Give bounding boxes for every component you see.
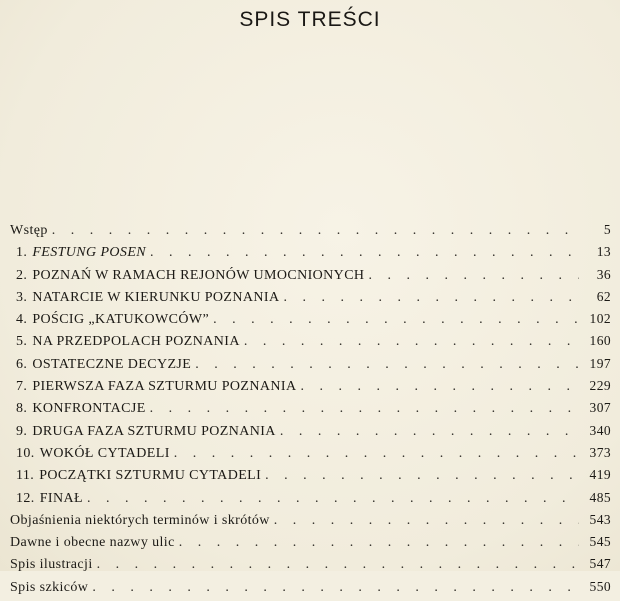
toc-entry-page-number: 307	[589, 400, 611, 416]
dot-leader	[87, 491, 579, 507]
dot-leader	[283, 290, 579, 306]
toc-entry-page-number: 160	[589, 333, 611, 349]
dot-leader	[195, 357, 579, 373]
toc-entry-number: 4.	[16, 312, 28, 328]
toc-entry-number: 7.	[16, 379, 28, 395]
toc-entry-number: 2.	[16, 267, 28, 283]
dot-leader	[92, 580, 579, 596]
dot-leader	[280, 424, 579, 440]
toc-entry	[10, 222, 611, 244]
toc-entry-page-number: 102	[589, 311, 611, 327]
toc-entry	[10, 244, 611, 266]
toc-entry	[10, 490, 611, 512]
toc-entry-page-number: 550	[589, 578, 611, 594]
dot-leader	[150, 401, 579, 417]
toc-entry-title: Dawne i obecne nazwy ulic	[10, 535, 175, 551]
toc-entry	[10, 445, 611, 467]
toc-entry-title: PIERWSZA FAZA SZTURMU POZNANIA	[32, 379, 297, 395]
toc-entry	[10, 512, 611, 534]
toc-entry-title: POCZĄTKI SZTURMU CYTADELI	[39, 468, 262, 484]
toc-entry-page-number: 547	[589, 556, 611, 572]
toc-entry-page-number: 373	[589, 444, 611, 460]
dot-leader	[150, 245, 579, 261]
toc-entry-title: Spis szkiców	[10, 579, 89, 595]
toc-entry-title: Wstęp	[10, 223, 48, 238]
toc-entry-page-number: 13	[596, 244, 611, 260]
dot-leader	[179, 535, 579, 551]
toc-entry-page-number: 340	[589, 422, 611, 438]
toc-entry-page-number: 543	[589, 511, 611, 527]
toc-entry-title: POZNAŃ W RAMACH REJONÓW UMOCNIONYCH	[32, 267, 365, 283]
toc-entry-page-number: 545	[589, 534, 611, 550]
dot-leader	[300, 379, 579, 395]
table-of-contents	[10, 222, 611, 601]
toc-entry-title: NA PRZEDPOLACH POZNANIA	[32, 334, 240, 350]
dot-leader	[174, 446, 579, 462]
toc-entry-title: FINAŁ	[39, 490, 83, 506]
toc-entry-page-number: 62	[596, 288, 611, 304]
toc-entry-page-number: 229	[589, 378, 611, 394]
dot-leader	[213, 312, 579, 328]
toc-entry-number: 8.	[16, 401, 28, 417]
toc-entry-title: FESTUNG POSEN	[32, 245, 147, 261]
toc-entry-number: 11.	[16, 468, 35, 484]
dot-leader	[265, 468, 579, 484]
toc-entry-number: 3.	[16, 289, 28, 305]
toc-entry-number: 5.	[16, 334, 28, 350]
dot-leader	[274, 513, 579, 529]
toc-entry	[10, 579, 611, 601]
toc-entry-title: KONFRONTACJE	[32, 401, 146, 417]
toc-entry-title: Spis ilustracji	[10, 557, 93, 573]
toc-entry-page-number: 5	[603, 222, 611, 237]
toc-entry	[10, 311, 611, 333]
toc-entry-title: POŚCIG „KATUKOWCÓW”	[32, 312, 210, 328]
toc-entry	[10, 378, 611, 400]
toc-entry-page-number: 36	[596, 266, 611, 282]
toc-entry-number: 6.	[16, 356, 28, 372]
toc-entry	[10, 467, 611, 489]
toc-entry	[10, 400, 611, 422]
toc-entry-title: DRUGA FAZA SZTURMU POZNANIA	[32, 423, 276, 439]
toc-entry	[10, 333, 611, 355]
toc-entry-number: 1.	[16, 245, 28, 261]
toc-entry-page-number: 197	[589, 355, 611, 371]
toc-entry-title: NATARCIE W KIERUNKU POZNANIA	[32, 289, 280, 305]
dot-leader	[97, 557, 579, 573]
toc-entry-title: WOKÓŁ CYTADELI	[39, 445, 170, 461]
toc-entry-number: 9.	[16, 423, 28, 439]
toc-entry	[10, 423, 611, 445]
dot-leader	[52, 223, 579, 239]
toc-entry	[10, 356, 611, 378]
toc-entry	[10, 267, 611, 289]
toc-entry-number: 10.	[16, 445, 35, 461]
toc-entry	[10, 556, 611, 578]
toc-entry-page-number: 485	[589, 489, 611, 505]
toc-entry	[10, 534, 611, 556]
dot-leader	[244, 334, 579, 350]
page-title: SPIS TREŚCI	[239, 8, 381, 31]
toc-entry-page-number: 419	[589, 467, 611, 483]
toc-entry-number: 12.	[16, 490, 35, 506]
toc-entry	[10, 289, 611, 311]
toc-entry-title: OSTATECZNE DECYZJE	[32, 356, 192, 372]
dot-leader	[368, 268, 579, 284]
toc-entry-title: Objaśnienia niektórych terminów i skrótów	[10, 512, 270, 528]
